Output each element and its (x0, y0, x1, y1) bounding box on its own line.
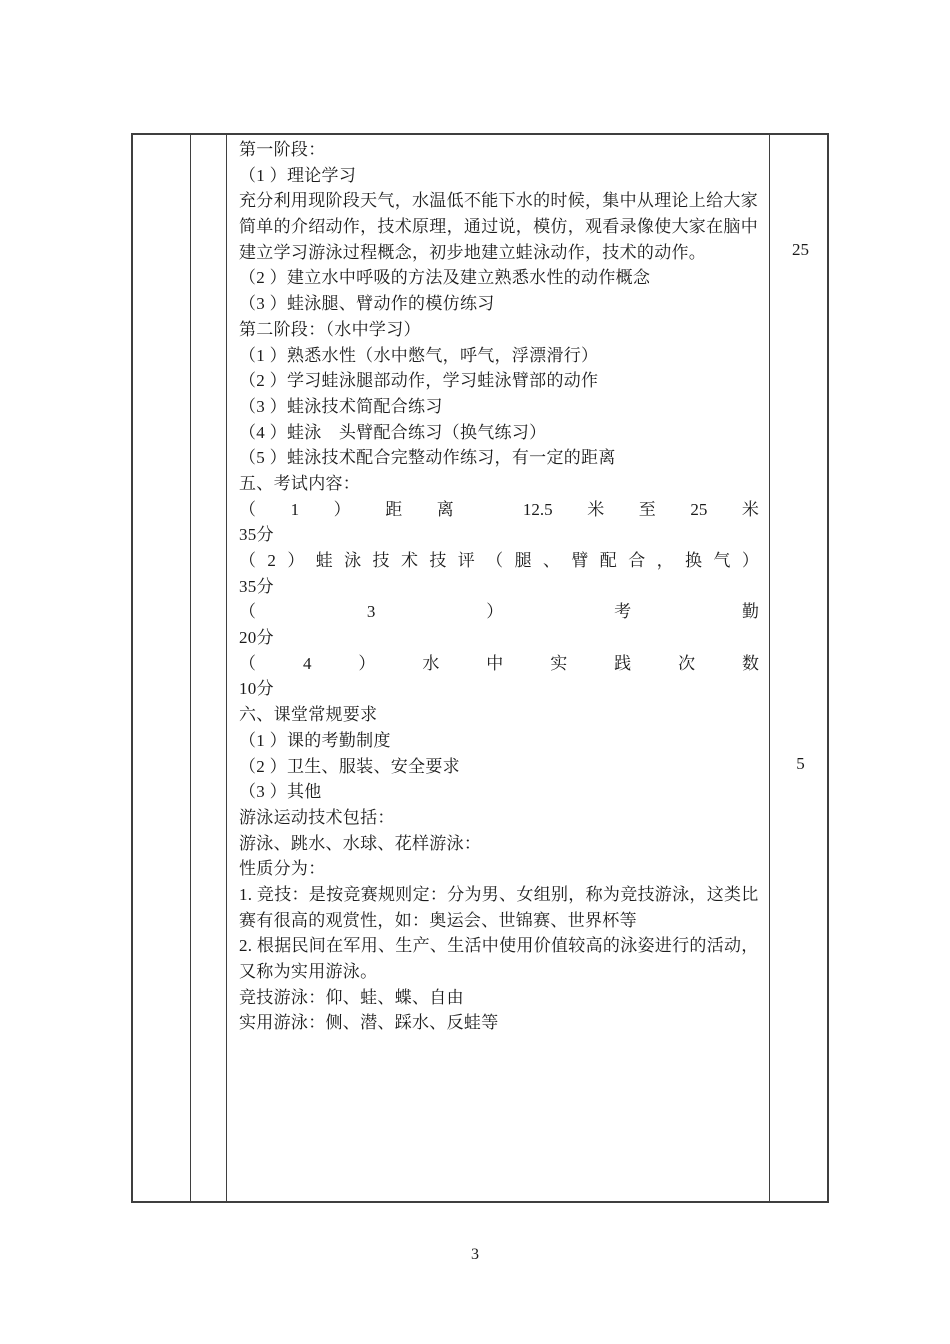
content-token: ） (287, 551, 305, 570)
content-token: 技 (429, 551, 447, 570)
content-token: ， (656, 551, 674, 570)
time-allocation-value-top: 25 (792, 240, 809, 259)
content-token: 评 (457, 551, 475, 570)
content-line: （5 ）蛙泳技术配合完整动作练习，有一定的距离 (239, 448, 616, 468)
content-token: （ (486, 551, 504, 570)
content-line (239, 599, 759, 625)
content-line: 35分 (239, 525, 274, 545)
content-token: 换 (685, 551, 702, 570)
content-token: 技 (372, 551, 390, 570)
content-line: 简单的介绍动作，技术原理，通过说，模仿，观看录像使大家在脑中 (239, 217, 758, 237)
content-token: （ (239, 653, 256, 673)
content-token: 中 (486, 653, 504, 673)
content-token: （ (239, 551, 256, 570)
content-line: 游泳、跳水、水球、花样游泳： (239, 833, 482, 853)
content-line: 充分利用现阶段天气，水温低不能下水的时候，集中从理论上给大家 (239, 191, 758, 211)
content-line: 又称为实用游泳。 (239, 962, 378, 981)
content-line: （2 ）建立水中呼吸的方法及建立熟悉水性的动作概念 (239, 268, 651, 288)
content-line: 1. 竞技：是按竞赛规则定：分为男、女组别，称为竞技游泳，这类比 (239, 884, 759, 904)
content-token: ） (741, 551, 759, 570)
content-line: （2 ）学习蛙泳腿部动作，学习蛙泳臂部的动作 (239, 371, 599, 391)
content-token: 12.5 (522, 499, 553, 519)
content-token: 考 (614, 602, 632, 622)
page-number: 3 (471, 1246, 479, 1263)
content-line: 赛有很高的观赏性，如：奥运会、世锦赛、世界杯等 (239, 910, 637, 930)
content-line: （1 ）理论学习 (239, 165, 357, 185)
content-token: 气 (713, 551, 731, 570)
content-token: 泳 (344, 551, 362, 570)
content-line: （3 ）其他 (239, 782, 322, 802)
content-token: 米 (741, 499, 759, 519)
content-line: （2 ）卫生、服装、安全要求 (239, 756, 460, 776)
content-line (239, 651, 759, 677)
table-cell-left-empty (133, 135, 191, 1201)
content-line: 实用游泳：侧、潜、踩水、反蛙等 (239, 1013, 499, 1033)
content-line: 六、课堂常规要求 (239, 705, 378, 725)
content-token: 臂 (571, 551, 589, 570)
content-token: 25 (690, 499, 708, 519)
content-line: 第二阶段：（水中学习） (239, 319, 421, 339)
content-token: ） (333, 499, 351, 519)
content-line: 第一阶段： (239, 140, 326, 159)
content-line: 竞技游泳：仰、蛙、蝶、自由 (239, 987, 464, 1007)
content-line: 2. 根据民间在军用、生产、生活中使用价值较高的泳姿进行的活动， (239, 936, 759, 956)
content-token: 蛙 (315, 551, 333, 570)
content-token: 勤 (742, 602, 759, 622)
content-token: （ (239, 602, 256, 622)
content-line: （3 ）蛙泳腿、臂动作的模仿练习 (239, 294, 495, 314)
content-line: 35分 (239, 576, 274, 596)
content-line: （4 ）蛙泳 头臂配合练习（换气练习） (239, 422, 547, 442)
content-token: 距 (385, 499, 403, 519)
content-token: 次 (678, 653, 696, 673)
content-token: ） (486, 602, 504, 622)
content-line: 建立学习游泳过程概念，初步地建立蛙泳动作，技术的动作。 (239, 242, 707, 262)
content-token: 3 (366, 602, 376, 622)
content-line: 性质分为： (239, 859, 326, 879)
content-line: （1 ）熟悉水性（水中憋气，呼气，浮漂滑行） (239, 345, 599, 365)
content-line: 20分 (239, 628, 274, 648)
content-token: 践 (614, 653, 632, 673)
content-token: 术 (400, 551, 418, 570)
content-token: 至 (638, 499, 656, 519)
content-line: （1 ）课的考勤制度 (239, 730, 391, 750)
content-token: 4 (302, 653, 312, 673)
content-line: （3 ）蛙泳技术简配合练习 (239, 396, 443, 416)
content-token: 水 (422, 653, 440, 673)
content-token: 腿 (514, 551, 532, 570)
content-line: 五、考试内容： (239, 473, 361, 493)
content-token: 米 (587, 499, 605, 519)
content-line: 10分 (239, 679, 274, 699)
table-cell-content (227, 135, 770, 1201)
content-token: 数 (742, 653, 759, 673)
table-cell-narrow-empty (191, 135, 227, 1201)
time-allocation-value-bottom: 5 (796, 754, 805, 773)
content-token: 2 (267, 551, 276, 570)
content-token: （ (239, 499, 256, 519)
lesson-plan-table (131, 133, 829, 1203)
content-line (239, 497, 759, 523)
table-cell-time (770, 135, 831, 1201)
content-token: ） (358, 653, 376, 673)
content-token: 实 (550, 653, 568, 673)
content-token: 合 (628, 551, 646, 570)
content-token: 离 (436, 499, 454, 519)
content-token: 、 (542, 551, 560, 570)
content-line: 游泳运动技术包括： (239, 807, 395, 827)
content-line (239, 548, 759, 574)
content-token: 配 (599, 551, 617, 570)
content-token: 1 (290, 499, 300, 519)
